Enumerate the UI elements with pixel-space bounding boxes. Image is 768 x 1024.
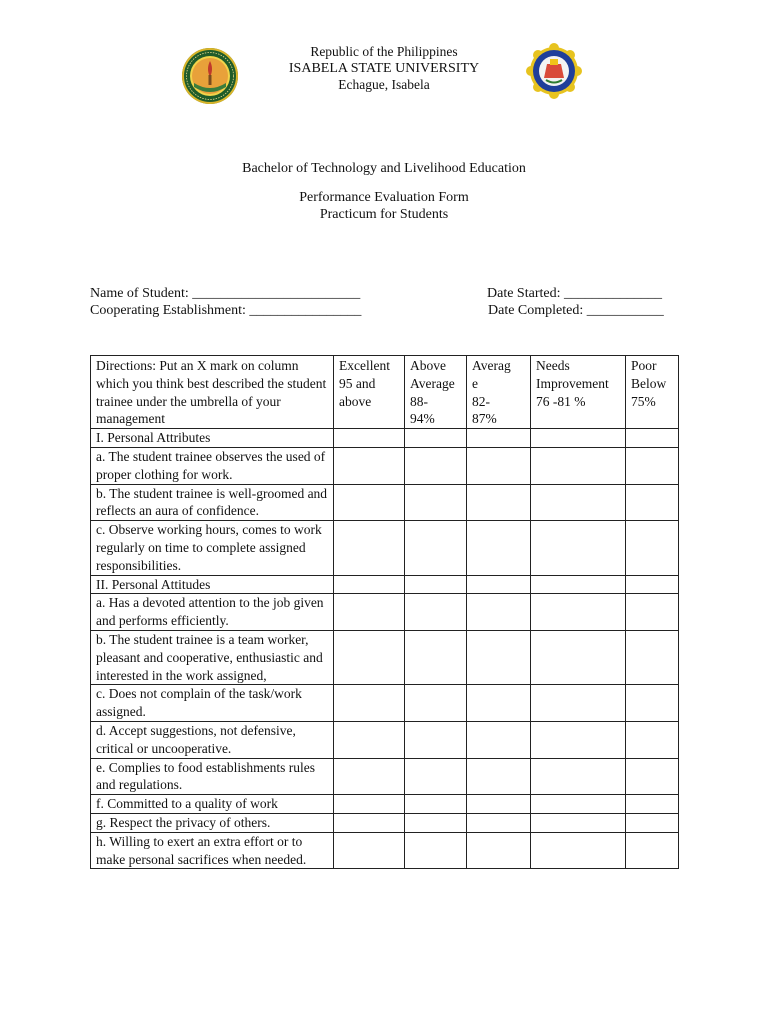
table-row: [91, 758, 679, 795]
rating-cell[interactable]: [531, 429, 626, 448]
rating-cell[interactable]: [467, 721, 531, 758]
rating-cell[interactable]: [531, 447, 626, 484]
rating-cell[interactable]: [405, 594, 467, 631]
rating-cell[interactable]: [405, 447, 467, 484]
criterion-text: h. Willing to exert an extra effort or to make personal sacrifices when needed.: [91, 832, 334, 869]
rating-cell[interactable]: [531, 484, 626, 521]
rating-cell[interactable]: [626, 521, 679, 575]
rating-cell[interactable]: [467, 630, 531, 684]
table-row: [91, 721, 679, 758]
rating-cell[interactable]: [531, 813, 626, 832]
rating-cell[interactable]: [467, 594, 531, 631]
rating-column-above-average: Above Average 88- 94%: [405, 356, 467, 429]
rating-cell[interactable]: [626, 594, 679, 631]
rating-cell[interactable]: [531, 575, 626, 594]
rating-column-poor: Poor Below 75%: [626, 356, 679, 429]
rating-cell[interactable]: [334, 594, 405, 631]
rating-column-needs-improvement: Needs Improvement 76 -81 %: [531, 356, 626, 429]
date-completed-field[interactable]: Date Completed: ___________: [488, 303, 664, 318]
section-row: [91, 575, 679, 594]
evaluation-table: [90, 355, 679, 869]
rating-cell[interactable]: [626, 630, 679, 684]
criterion-text: b. The student trainee is well-groomed and reflects an aura of confidence.: [91, 484, 334, 521]
table-row: [91, 521, 679, 575]
rating-cell[interactable]: [626, 721, 679, 758]
table-row: [91, 795, 679, 814]
rating-cell[interactable]: [334, 484, 405, 521]
rating-column-average: Averag e 82- 87%: [467, 356, 531, 429]
rating-cell[interactable]: [405, 484, 467, 521]
criterion-text: a. The student trainee observes the used of proper clothing for work.: [91, 447, 334, 484]
date-started-field[interactable]: Date Started: ______________: [487, 286, 662, 301]
cooperating-establishment-field[interactable]: Cooperating Establishment: ________________: [90, 303, 362, 318]
rating-cell[interactable]: [334, 521, 405, 575]
section-title: II. Personal Attitudes: [91, 575, 334, 594]
rating-cell[interactable]: [626, 429, 679, 448]
rating-cell[interactable]: [405, 685, 467, 722]
rating-cell[interactable]: [334, 429, 405, 448]
rating-cell[interactable]: [334, 795, 405, 814]
table-row: [91, 447, 679, 484]
rating-cell[interactable]: [405, 758, 467, 795]
rating-cell[interactable]: [334, 630, 405, 684]
table-header-row: [91, 356, 679, 429]
criterion-text: a. Has a devoted attention to the job given and performs efficiently.: [91, 594, 334, 631]
form-subtitle: Practicum for Students: [319, 207, 449, 222]
rating-cell[interactable]: [467, 813, 531, 832]
name-of-student-field[interactable]: Name of Student: ________________________: [90, 286, 361, 301]
rating-cell[interactable]: [531, 685, 626, 722]
rating-cell[interactable]: [626, 832, 679, 869]
rating-cell[interactable]: [405, 575, 467, 594]
rating-cell[interactable]: [626, 447, 679, 484]
rating-cell[interactable]: [405, 795, 467, 814]
rating-cell[interactable]: [626, 758, 679, 795]
rating-cell[interactable]: [334, 832, 405, 869]
rating-cell[interactable]: [467, 758, 531, 795]
rating-cell[interactable]: [467, 832, 531, 869]
table-row: [91, 630, 679, 684]
criterion-text: f. Committed to a quality of work: [91, 795, 334, 814]
program-title: Bachelor of Technology and Livelihood Education: [242, 161, 526, 176]
rating-cell[interactable]: [334, 813, 405, 832]
rating-cell[interactable]: [467, 575, 531, 594]
table-row: [91, 685, 679, 722]
republic-line: Republic of the Philippines: [310, 44, 458, 59]
rating-cell[interactable]: [626, 795, 679, 814]
table-row: [91, 832, 679, 869]
rating-cell[interactable]: [334, 685, 405, 722]
rating-cell[interactable]: [405, 721, 467, 758]
table-row: [91, 484, 679, 521]
rating-cell[interactable]: [531, 630, 626, 684]
criterion-text: c. Does not complain of the task/work assigned.: [91, 685, 334, 722]
rating-cell[interactable]: [405, 630, 467, 684]
rating-cell[interactable]: [467, 484, 531, 521]
university-location: Echague, Isabela: [338, 77, 430, 92]
criterion-text: c. Observe working hours, comes to work regularly on time to complete assigned responsibilities.: [91, 521, 334, 575]
rating-cell[interactable]: [531, 521, 626, 575]
rating-cell[interactable]: [467, 795, 531, 814]
section-row: [91, 429, 679, 448]
university-name: ISABELA STATE UNIVERSITY: [288, 60, 480, 76]
criterion-text: e. Complies to food establishments rules and regulations.: [91, 758, 334, 795]
criterion-text: b. The student trainee is a team worker, pleasant and cooperative, enthusiastic and interested in the work assigned,: [91, 630, 334, 684]
criterion-text: g. Respect the privacy of others.: [91, 813, 334, 832]
rating-column-excellent: Excellent 95 and above: [334, 356, 405, 429]
form-title: Performance Evaluation Form: [299, 190, 469, 205]
rating-cell[interactable]: [405, 813, 467, 832]
rating-cell[interactable]: [467, 447, 531, 484]
rating-cell[interactable]: [531, 832, 626, 869]
rating-cell[interactable]: [626, 685, 679, 722]
rating-cell[interactable]: [334, 721, 405, 758]
rating-cell[interactable]: [334, 575, 405, 594]
rating-cell[interactable]: [334, 758, 405, 795]
rating-cell[interactable]: [405, 521, 467, 575]
directions-header: Directions: Put an X mark on column which you think best described the student trainee under the umbrella of your management: [91, 356, 334, 429]
rating-cell[interactable]: [467, 429, 531, 448]
section-title: I. Personal Attributes: [91, 429, 334, 448]
table-row: [91, 594, 679, 631]
rating-cell[interactable]: [531, 721, 626, 758]
rating-cell[interactable]: [405, 832, 467, 869]
rating-cell[interactable]: [531, 594, 626, 631]
rating-cell[interactable]: [405, 429, 467, 448]
rating-cell[interactable]: [626, 813, 679, 832]
rating-cell[interactable]: [467, 521, 531, 575]
rating-cell[interactable]: [467, 685, 531, 722]
rating-cell[interactable]: [531, 758, 626, 795]
criterion-text: d. Accept suggestions, not defensive, critical or uncooperative.: [91, 721, 334, 758]
document-header: [0, 44, 768, 94]
rating-cell[interactable]: [626, 484, 679, 521]
rating-cell[interactable]: [531, 795, 626, 814]
rating-cell[interactable]: [626, 575, 679, 594]
table-row: [91, 813, 679, 832]
rating-cell[interactable]: [334, 447, 405, 484]
